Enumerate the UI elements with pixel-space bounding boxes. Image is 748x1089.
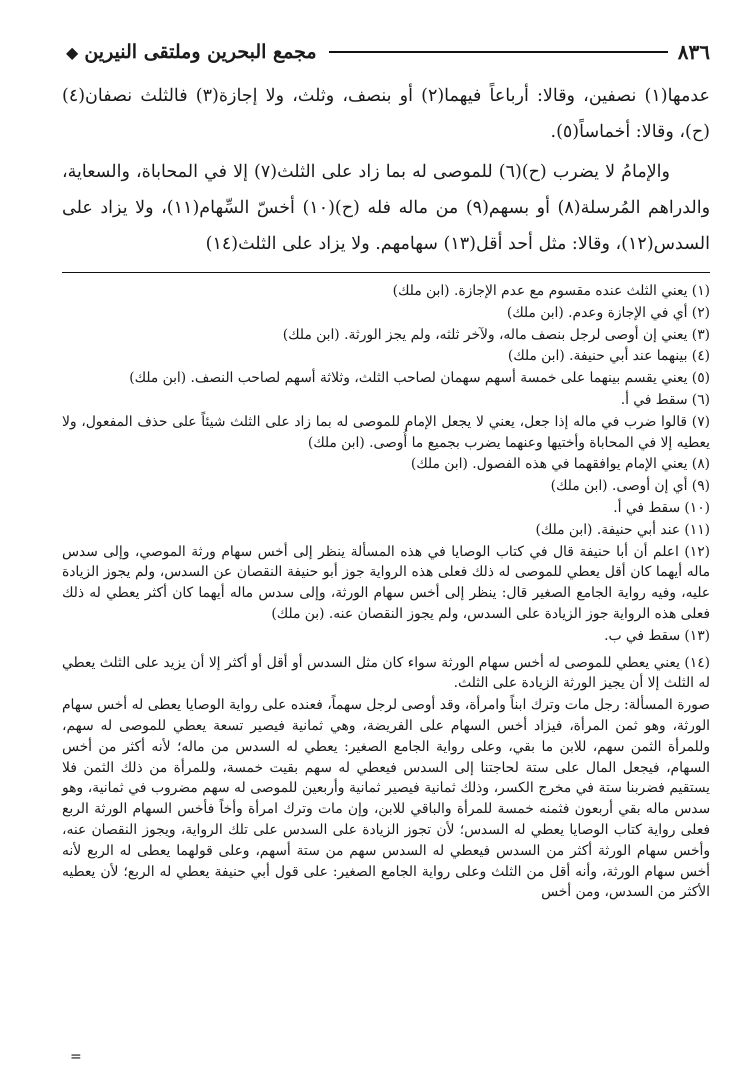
- footnote: (١١) عند أبي حنيفة. (ابن ملك): [535, 521, 710, 538]
- footnote: (٧) قالوا ضرب في ماله إذا جعل، يعني لا يجعل الإمام للموصى له بما زاد على الثلث شيئاً على حذف المفعول، ولا يعطيه إلا في المحاباة وأختيها وعنهما يضرب بجميع ما أُوصى. (ابن ملك): [62, 413, 710, 451]
- main-paragraph-1: عدمها(١) نصفين، وقالا: أرباعاً فيهما(٢) أو بنصف، وثلث، ولا إجازة(٣) فالثلث نصفان(٤) (ح)، وقالا: أخماساً(٥).: [62, 86, 710, 142]
- footnote: (١٠) سقط في أ.: [613, 499, 710, 516]
- footnote: (٦) سقط في أ.: [620, 391, 710, 408]
- footnote-continuation: صورة المسألة: رجل مات وترك ابناً وامرأة، وقد أوصى لرجل سهماً، فعنده على رواية الوصايا يعطى له أخس سهام الورثة، وهو ثمن المرأة، فيزاد أخس السهام على الفريضة، وهي ثمانية فيصير تسعة يعطي للموصى له سهم، وللمرأة الثمن سهم، للابن ما بقي، وعلى رواية الجامع الصغير: يعطي له السدس من ماله؛ لأنه أكثر من أخس السهام، فيجعل المال على ستة لحاجتنا إلى السدس فيعطي له سهم بقيت خمسة، وللمرأة من ذلك الثمن فلا يستقيم فضربنا ستة في مخرج الكسر، وذلك ثمانية فيصير ثمانية وأربعين للموصى له سهم مضروب في ثمانية، وهو سدس ماله بقي أربعون فثمنه خمسة للمرأة والباقي للابن، وإن مات وترك امرأة وأخاً فأخس السهام الورثة الربع فعلى رواية كتاب الوصايا يعطي له السدس؛ لأن تجوز الزيادة على السدس على تلك الرواية، ويجوز النقصان عنه، وأخس سهام الورثة أكثر من السدس فيعطي له السدس سهم من ستة أسهم، وعلى قولهما يعطى له الربع لأنه أخس سهام الورثة، وأنه أقل من الثلث وعلى رواية الجامع الصغير: على قول أبي حنيفة يعطي له الربع؛ لأن يعطيه الأكثر من السدس، ومن أخس: [62, 697, 710, 901]
- header-rule: [329, 51, 668, 53]
- footnote: (١٣) سقط في ب.: [604, 627, 710, 644]
- footnote: (٢) أي في الإجازة وعدم. (ابن ملك): [506, 304, 710, 321]
- footnote-separator: [62, 272, 710, 273]
- footnote: (١) يعني الثلث عنده مقسوم مع عدم الإجازة. (ابن ملك): [392, 283, 710, 299]
- footnote: (٣) يعني إن أوصى لرجل بنصف ماله، ولآخر ثلثه، ولم يجز الورثة. (ابن ملك): [282, 326, 710, 343]
- footnote: (٩) أي إن أوصى. (ابن ملك): [550, 478, 710, 495]
- main-paragraph-2: والإمامُ لا يضرب (ح)(٦) للموصى له بما زاد على الثلث(٧) إلا في المحاباة، والسعاية، والدراهم المُرسلة(٨) أو بسهم(٩) من ماله فله (ح)(١٠) أخسّ السِّهام(١١)، ولا يزاد على السدس(١٢)، وقالا: مثل أحد أقل(١٣) سهامهم. ولا يزاد على الثلث(١٤): [62, 162, 711, 254]
- running-title: مجمع البحرين وملتقى النيرين: [84, 41, 317, 63]
- footnote: (٥) يعني يقسم بينهما على خمسة أسهم سهمان لصاحب الثلث، وثلاثة أسهم لصاحب النصف. (ابن ملك): [129, 370, 710, 387]
- footnote: (١٤) يعني يعطي للموصى له أخس سهام الورثة سواء كان مثل السدس أو أقل أو أكثر إلا أن يزيد على الثلث يعطي له الثلث إلا أن يجيز الورثة الزيادة على الثلث.: [62, 654, 710, 692]
- footnote: (٤) بينهما عند أبي حنيفة. (ابن ملك): [507, 348, 710, 365]
- page-header: [62, 32, 710, 72]
- main-text: [62, 78, 710, 262]
- diamond-icon: ◆: [66, 42, 79, 62]
- footnotes: [62, 281, 710, 903]
- footnote: (١٢) اعلم أن أبا حنيفة قال في كتاب الوصايا في هذه المسألة ينظر إلى أخس سهام ورثة الموصي، وإلى سدس ماله أيهما كان أقل يعطي للموصى له ذلك فعلى هذه الرواية جوز أبو حنيفة النقصان عن السدس، ولم يجوز الزيادة عليه، وفيه رواية الجامع الصغير قال: ينظر إلى أخس سهام الورثة، وإلى سدس ماله أيهما كان أكثر يعطي له ذلك فعلى هذه الرواية جوز الزيادة على السدس، ولم يجوز النقصان عنه. (بن ملك): [62, 543, 710, 622]
- page-number: ٨٣٦: [677, 40, 710, 64]
- footnote: (٨) يعني الإمام يوافقهما في هذه الفصول. (ابن ملك): [410, 456, 710, 473]
- end-mark: =: [70, 1049, 82, 1065]
- page: [62, 32, 710, 904]
